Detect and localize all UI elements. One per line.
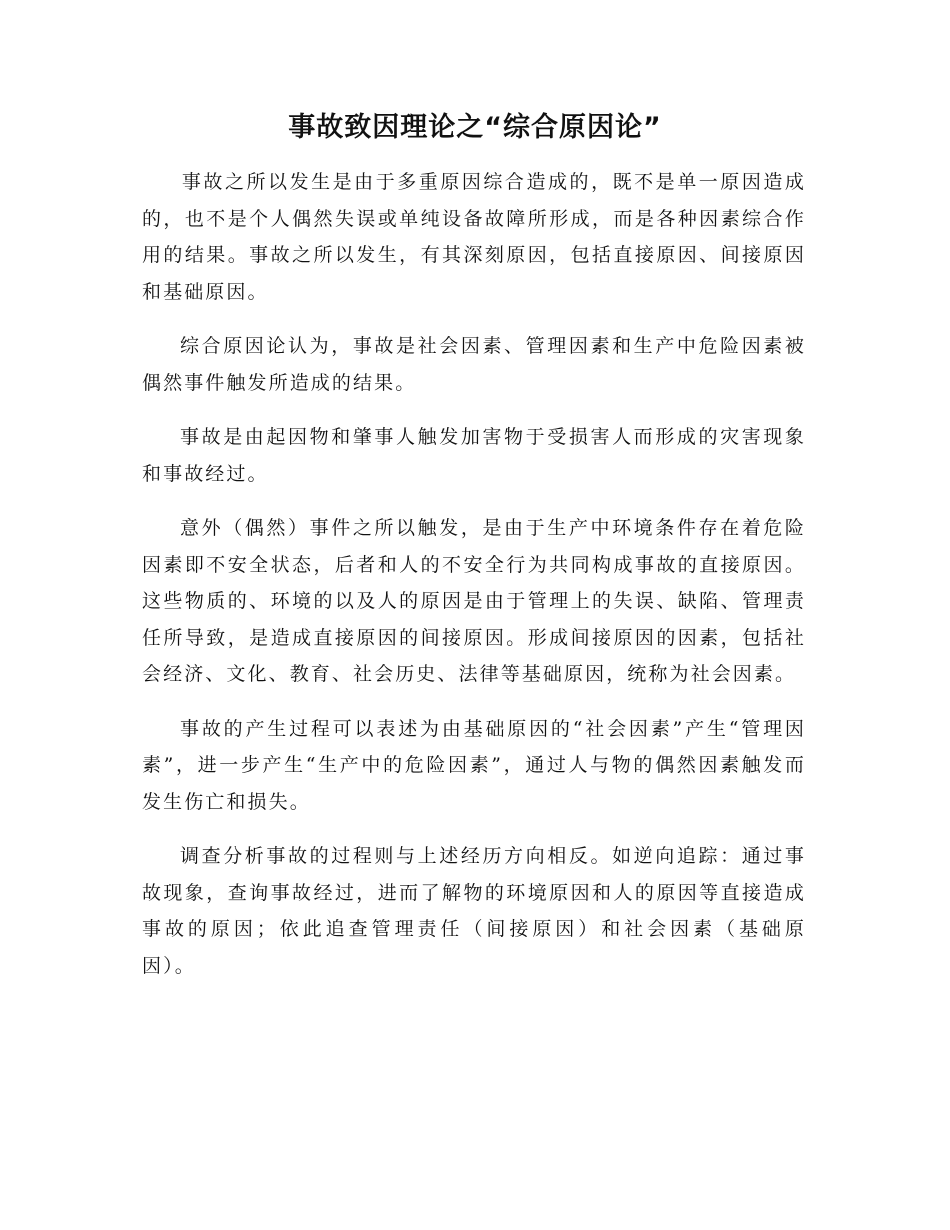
paragraph-6: 调查分析事故的过程则与上述经历方向相反。如逆向追踪：通过事故现象，查询事故经过，进而了解物的环境原因和人的原因等直接造成事故的原因；依此追查管理责任（间接原因）和社会因素（基础原因）。 xyxy=(142,845,806,977)
paragraph-1: 事故之所以发生是由于多重原因综合造成的，既不是单一原因造成的，也不是个人偶然失误或单纯设备故障所形成，而是各种因素综合作用的结果。事故之所以发生，有其深刻原因，包括直接原因、间接原因和基础原因。 xyxy=(142,171,806,303)
paragraph-4: 意外（偶然）事件之所以触发，是由于生产中环境条件存在着危险因素即不安全状态，后者和人的不安全行为共同构成事故的直接原因。这些物质的、环境的以及人的原因是由于管理上的失误、缺陷、管理责任所导致，是造成直接原因的间接原因。形成间接原因的因素，包括社会经济、文化、教育、社会历史、法律等基础原因，统称为社会因素。 xyxy=(142,517,806,685)
paragraph-2: 综合原因论认为，事故是社会因素、管理因素和生产中危险因素被偶然事件触发所造成的结果。 xyxy=(142,335,806,394)
document-body xyxy=(142,164,806,1002)
paragraph-3: 事故是由起因物和肇事人触发加害物于受损害人而形成的灾害现象和事故经过。 xyxy=(142,426,806,485)
paragraph-5: 事故的产生过程可以表述为由基础原因的“社会因素”产生“管理因素”，进一步产生“生产中的危险因素”，通过人与物的偶然因素触发而发生伤亡和损失。 xyxy=(142,717,806,813)
document-title: 事故致因理论之“综合原因论” xyxy=(288,112,662,143)
